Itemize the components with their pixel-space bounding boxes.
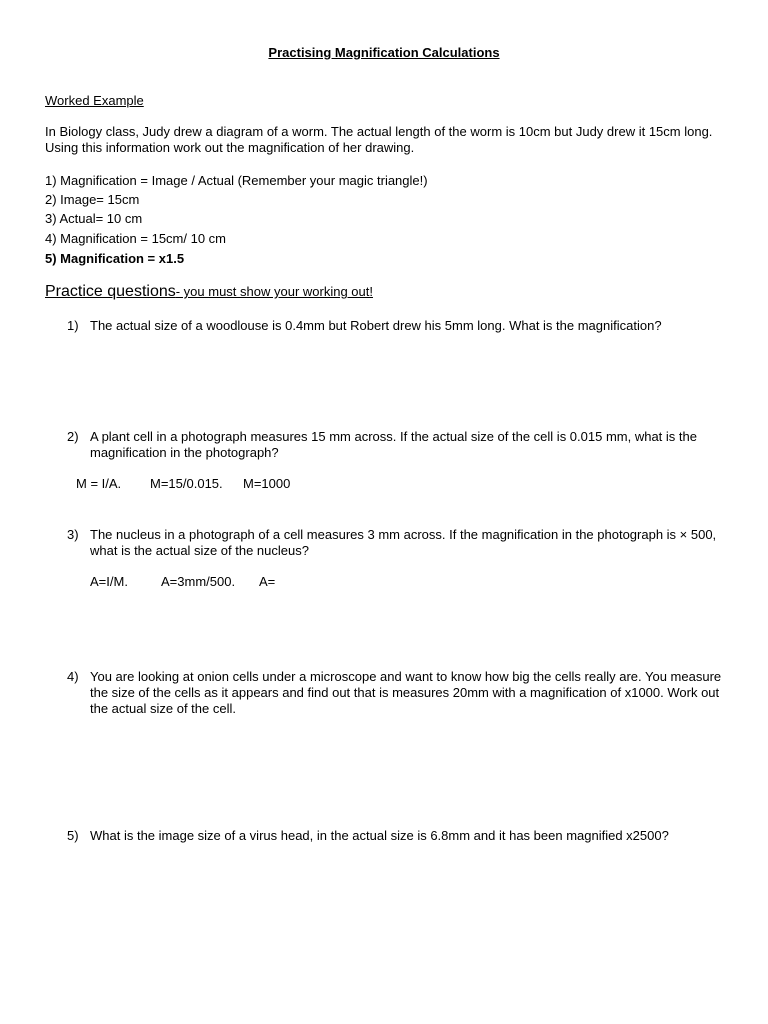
- practice-heading-line: [45, 284, 373, 300]
- practice-heading: Practice questions: [45, 283, 176, 300]
- question-2: [67, 429, 737, 461]
- question-text: You are looking at onion cells under a microscope and want to know how big the cells really are. You measure the size of the cells as it appears and find out that is measures 20mm with a magnification of x1000. Work out the actual size of the cell.: [90, 669, 722, 716]
- question-text: What is the image size of a virus head, in the actual size is 6.8mm and it has been magnified x2500?: [90, 828, 669, 843]
- question-number: 4): [67, 669, 79, 684]
- question-4: [67, 669, 737, 717]
- working-step: M = I/A.: [76, 476, 122, 491]
- question-number: 2): [67, 429, 79, 444]
- working-step: A=I/M.: [90, 574, 128, 589]
- worked-step: 3) Actual= 10 cm: [45, 211, 143, 226]
- question-3-working: [90, 574, 275, 590]
- worked-example-heading: Worked Example: [45, 93, 144, 108]
- question-1: [67, 318, 737, 334]
- question-number: 5): [67, 828, 79, 843]
- page-title: Practising Magnification Calculations: [268, 45, 500, 60]
- worked-example-intro: In Biology class, Judy drew a diagram of a worm. The actual length of the worm is 10cm but Judy drew it 15cm long. Using this information work out the magnification of her drawing.: [45, 124, 713, 155]
- worked-step: 1) Magnification = Image / Actual (Remember your magic triangle!): [45, 173, 428, 188]
- worked-step: 2) Image= 15cm: [45, 192, 140, 207]
- working-step: M=15/0.015.: [150, 476, 223, 491]
- working-step: A=: [259, 574, 276, 589]
- worked-step: 4) Magnification = 15cm/ 10 cm: [45, 231, 226, 246]
- question-2-working: [76, 476, 290, 492]
- question-text: The actual size of a woodlouse is 0.4mm but Robert drew his 5mm long. What is the magnification?: [90, 318, 662, 333]
- question-3: [67, 527, 737, 559]
- question-number: 3): [67, 527, 79, 542]
- question-5: [67, 828, 737, 844]
- question-number: 1): [67, 318, 79, 333]
- question-text: The nucleus in a photograph of a cell measures 3 mm across. If the magnification in the photograph is × 500, what is the actual size of the nucleus?: [90, 527, 717, 558]
- working-step: M=1000: [243, 476, 291, 491]
- working-step: A=3mm/500.: [161, 574, 236, 589]
- worked-step-answer: 5) Magnification = x1.5: [45, 251, 185, 266]
- practice-subheading: - you must show your working out!: [175, 284, 373, 299]
- question-text: A plant cell in a photograph measures 15 mm across. If the actual size of the cell is 0.015 mm, what is the magnification in the photograph?: [90, 429, 697, 460]
